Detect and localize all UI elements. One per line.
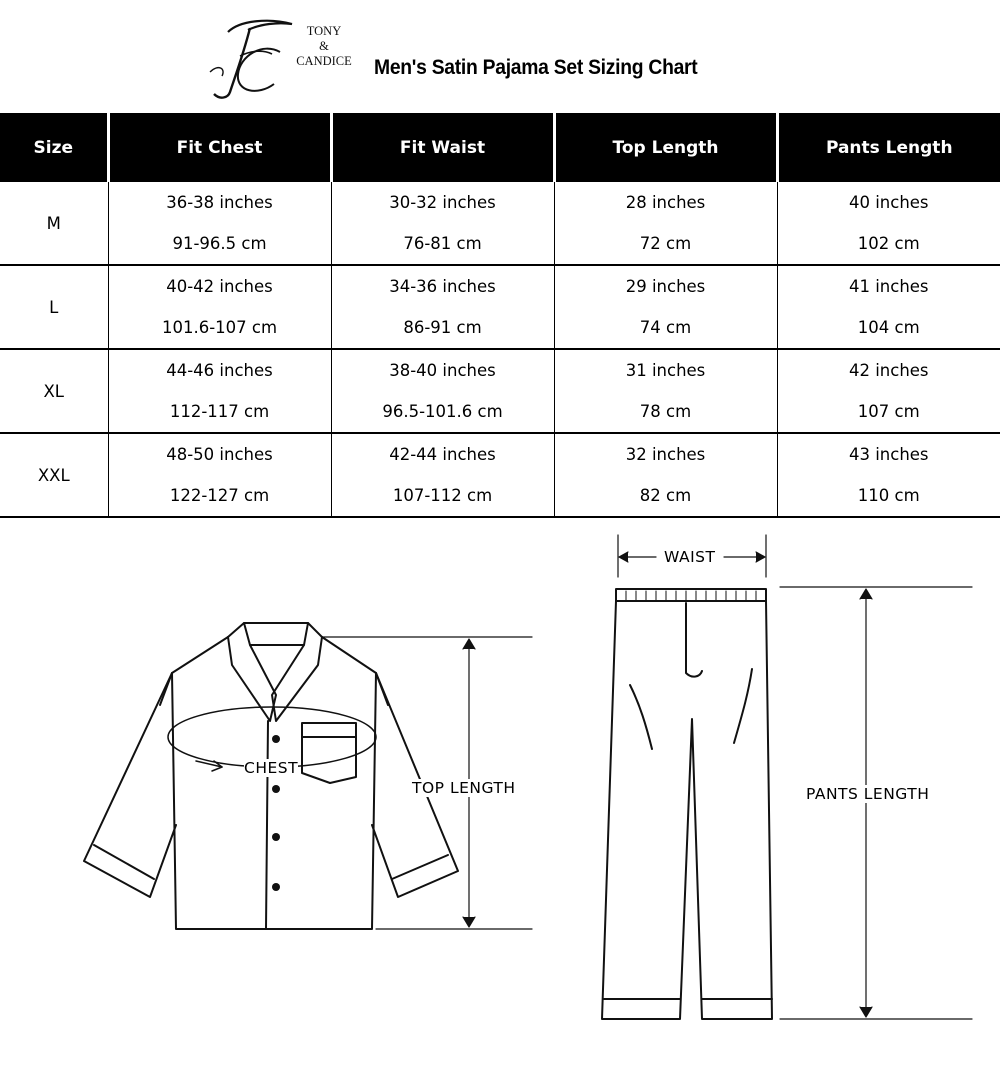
top-cm: 74 cm	[639, 318, 692, 337]
chest-cell	[108, 349, 331, 433]
table-row	[0, 182, 1000, 265]
pants-length-cell	[777, 349, 1000, 433]
pants-drawing	[602, 589, 772, 1019]
waist-cell	[331, 182, 554, 265]
chest-inches: 40-42 inches	[166, 277, 273, 296]
brand-line-2: &	[319, 39, 329, 53]
pants-length-cell	[777, 182, 1000, 265]
top-cm: 82 cm	[639, 486, 692, 505]
top-inches: 31 inches	[625, 361, 706, 380]
chest-cell	[108, 433, 331, 517]
waist-cell	[331, 433, 554, 517]
pants-inches: 43 inches	[848, 445, 929, 464]
top-inches: 32 inches	[625, 445, 706, 464]
monogram-icon	[200, 12, 300, 104]
header-pants-length: Pants Length	[777, 113, 1000, 182]
size-table	[0, 113, 1000, 518]
brand-name	[292, 24, 356, 69]
button-dot	[272, 735, 280, 743]
waist-inches: 34-36 inches	[389, 277, 496, 296]
pants-cm: 110 cm	[857, 486, 920, 505]
chest-inches: 48-50 inches	[166, 445, 273, 464]
waist-cm: 76-81 cm	[403, 234, 482, 253]
table-header-row	[0, 113, 1000, 182]
chest-inches: 36-38 inches	[166, 193, 273, 212]
waist-inches: 30-32 inches	[389, 193, 496, 212]
size-cell: M	[0, 182, 108, 265]
waist-cell	[331, 349, 554, 433]
waist-inches: 42-44 inches	[389, 445, 496, 464]
chest-cell	[108, 265, 331, 349]
brand-line-3: CANDICE	[296, 54, 352, 68]
top-length-cell	[554, 433, 777, 517]
page-title: Men's Satin Pajama Set Sizing Chart	[374, 56, 698, 79]
chest-cm: 101.6-107 cm	[161, 318, 278, 337]
button-dot	[272, 833, 280, 841]
waist-cm: 86-91 cm	[403, 318, 482, 337]
brand-logo	[200, 12, 360, 104]
top-inches: 28 inches	[625, 193, 706, 212]
button-dot	[272, 883, 280, 891]
chest-cell	[108, 182, 331, 265]
chest-cm: 91-96.5 cm	[172, 234, 267, 253]
top-length-cell	[554, 182, 777, 265]
size-cell: XXL	[0, 433, 108, 517]
waist-inches: 38-40 inches	[389, 361, 496, 380]
chest-cm: 112-117 cm	[169, 402, 270, 421]
table-row	[0, 265, 1000, 349]
pants-inches: 41 inches	[848, 277, 929, 296]
header-size: Size	[0, 113, 108, 182]
pants-cm: 102 cm	[857, 234, 920, 253]
top-length-cell	[554, 349, 777, 433]
top-cm: 78 cm	[639, 402, 692, 421]
table-row	[0, 433, 1000, 517]
header-fit-chest: Fit Chest	[108, 113, 331, 182]
waist-cm: 96.5-101.6 cm	[382, 402, 503, 421]
header-fit-waist: Fit Waist	[331, 113, 554, 182]
waist-label: WAIST	[664, 548, 716, 566]
size-cell: L	[0, 265, 108, 349]
pants-cm: 104 cm	[857, 318, 920, 337]
waist-cell	[331, 265, 554, 349]
chest-cm: 122-127 cm	[169, 486, 270, 505]
top-length-label: TOP LENGTH	[412, 779, 516, 797]
header	[0, 0, 1000, 110]
pants-inches: 40 inches	[848, 193, 929, 212]
waist-cm: 107-112 cm	[392, 486, 493, 505]
pants-cm: 107 cm	[857, 402, 920, 421]
chest-inches: 44-46 inches	[166, 361, 273, 380]
header-top-length: Top Length	[554, 113, 777, 182]
pants-inches: 42 inches	[848, 361, 929, 380]
top-length-cell	[554, 265, 777, 349]
pants-length-label: PANTS LENGTH	[806, 785, 930, 803]
top-inches: 29 inches	[625, 277, 706, 296]
chest-label: CHEST	[244, 759, 299, 777]
pants-length-cell	[777, 265, 1000, 349]
table-row	[0, 349, 1000, 433]
pants-length-measure	[780, 587, 972, 1019]
size-cell: XL	[0, 349, 108, 433]
button-dot	[272, 785, 280, 793]
top-cm: 72 cm	[639, 234, 692, 253]
pants-length-cell	[777, 433, 1000, 517]
measurement-diagram	[0, 525, 1000, 1067]
brand-line-1: TONY	[306, 24, 342, 38]
